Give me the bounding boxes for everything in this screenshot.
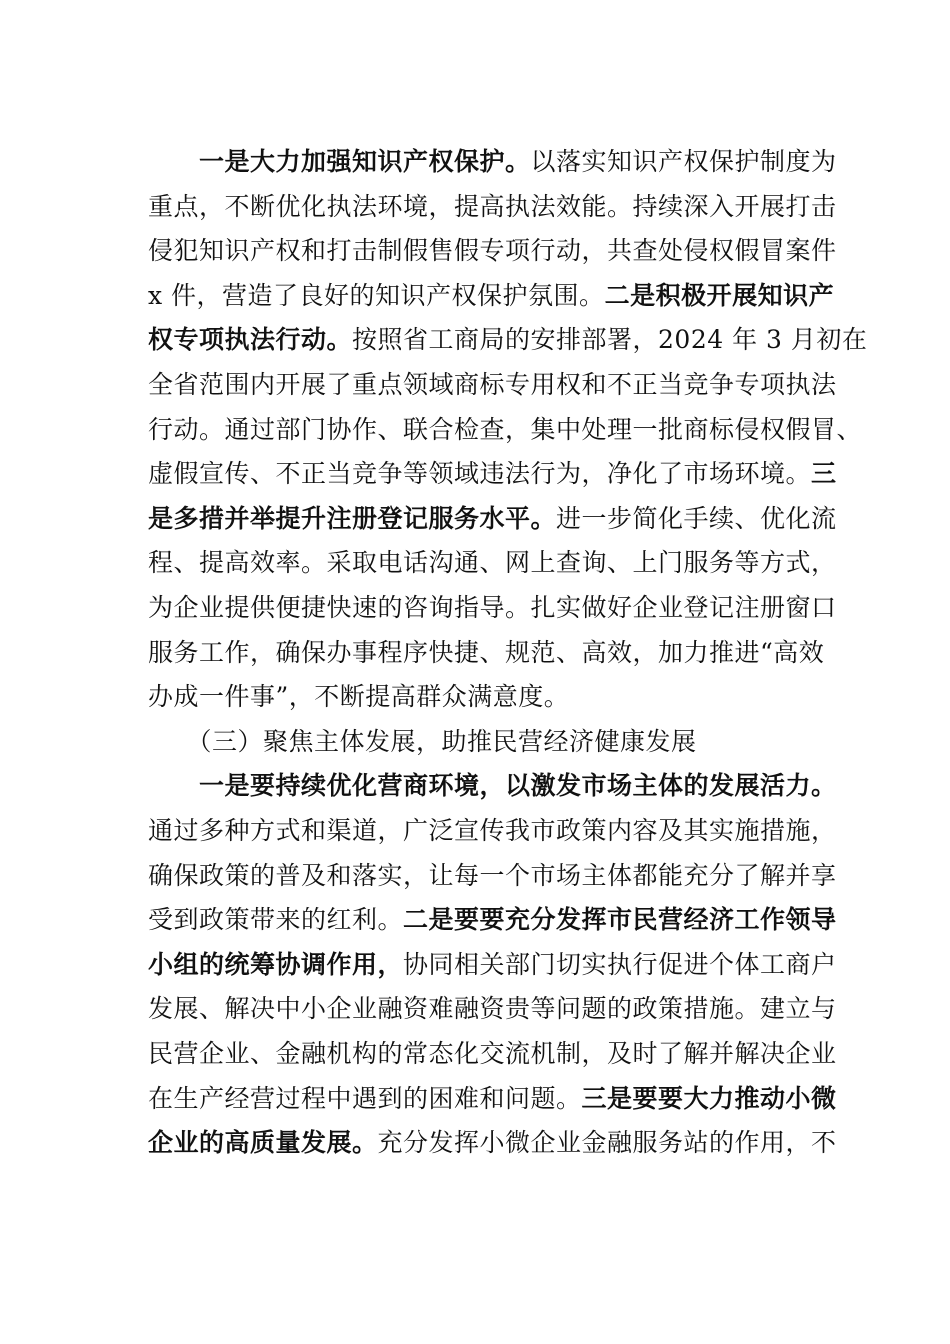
line-text: 充分发挥小微企业金融服务站的作用，不 [377,1128,837,1158]
text-line [148,274,835,319]
bold-phrase: 权专项执法行动。 [148,325,353,355]
text-line [148,1077,837,1122]
text-line [148,854,837,899]
line-text: 进一步简化手续、优化流 [556,503,837,533]
text-line [148,229,837,274]
line-text: 在生产经营过程中遇到的困难和问题。 [148,1083,582,1113]
bold-phrase: 一是要持续优化营商环境，以激发市场主体的发展活力。 [148,771,837,801]
line-text: 办成一件事”，不断提高群众满意度。 [148,682,570,712]
text-line [148,408,863,453]
line-text: 确保政策的普及和落实，让每一个市场主体都能充分了解并享 [148,860,837,890]
text-line [148,675,828,720]
bold-phrase: 一是大力加强知识产权保护。 [148,147,531,176]
text-line [148,1032,837,1077]
bold-phrase: 企业的高质量发展。 [148,1128,378,1158]
line-text: 服务工作，确保办事程序快捷、规范、高效，加力推进“高效 [148,637,825,667]
section-private-economy [148,720,837,1166]
line-text: 虚假宣传、不正当竞争等领域违法行为，净化了市场环境。 [148,459,812,489]
bold-phrase: 二是积极开展知识产 [604,280,835,310]
line-text: 通过多种方式和渠道，广泛宣传我市政策内容及其实施措施， [148,815,837,845]
text-line [148,1121,837,1166]
bold-phrase: 三 [811,459,837,489]
line-text: 协同相关部门切实执行促进个体工商户 [403,949,837,979]
text-line [148,631,828,676]
bold-phrase: 是多措并举提升注册登记服务水平。 [148,503,557,533]
line-text: 以落实知识产权保护制度为 [530,147,837,176]
text-line [148,586,837,631]
text-line [148,898,837,943]
line-text: 程、提高效率。采取电话沟通、网上查询、上门服务等方式， [148,548,837,578]
line-text: 行动。通过部门协作、联合检查，集中处理一批商标侵权假冒、 [148,414,863,444]
line-text: 侵犯知识产权和打击制假售假专项行动，共查处侵权假冒案件 [148,236,837,266]
bold-phrase: 小组的统筹协调作用， [148,949,404,979]
text-line [148,943,837,988]
text-line [148,140,837,185]
bold-phrase: 三是要要大力推动小微 [581,1083,837,1113]
line-text: 发展、解决中小企业融资难融资贵等问题的政策措施。建立与 [148,994,837,1024]
paragraph-ip-protection [148,140,868,720]
text-line [148,987,837,1032]
line-text: 按照省工商局的安排部署，2024 年 3 月初在 [352,325,868,355]
text-line [148,363,837,408]
text-line [148,452,837,497]
line-text: 为企业提供便捷快速的咨询指导。扎实做好企业登记注册窗口 [148,592,837,622]
line-text: 全省范围内开展了重点领域商标专用权和不正当竞争专项执法 [148,369,837,399]
text-line [148,809,837,854]
line-text: 民营企业、金融机构的常态化交流机制，及时了解并解决企业 [148,1038,837,1068]
section-heading: （三）聚焦主体发展，助推民营经济健康发展 [148,726,697,756]
line-text: x 件，营造了良好的知识产权保护氛围。 [148,280,605,310]
text-line [148,318,868,363]
line-text: 受到政策带来的红利。 [148,905,404,935]
text-line [148,541,837,586]
text-line [148,764,837,809]
text-line [148,497,837,542]
line-text: 重点，不断优化执法环境，提高执法效能。持续深入开展打击 [148,191,837,221]
text-line [148,185,837,230]
bold-phrase: 二是要要充分发挥市民营经济工作领导 [403,905,837,935]
